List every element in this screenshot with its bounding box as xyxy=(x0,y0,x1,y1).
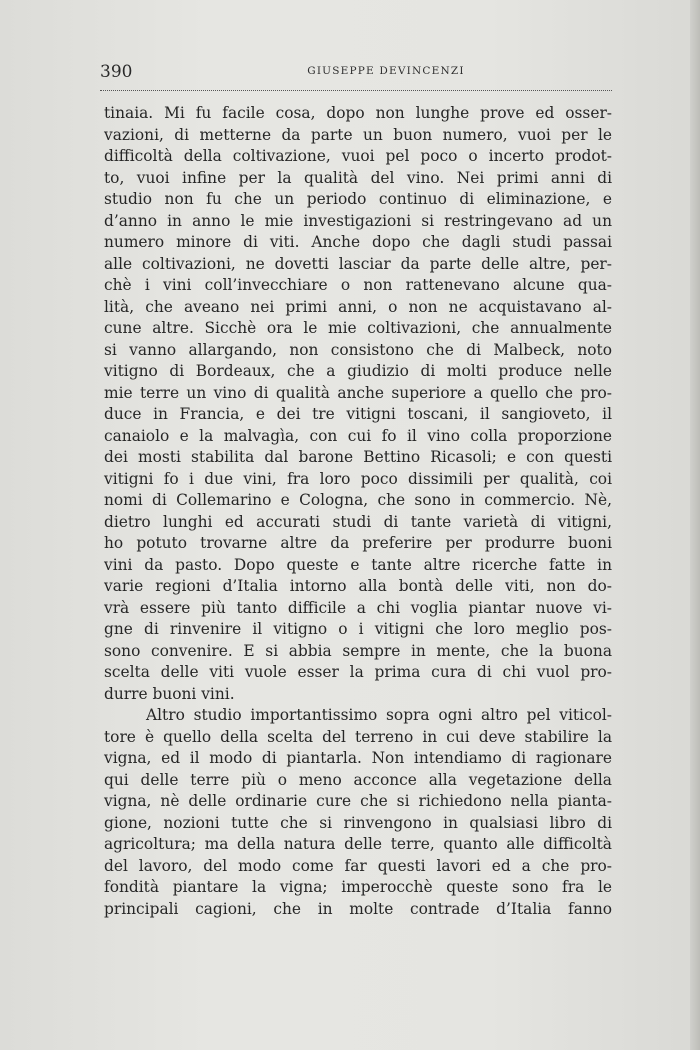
text-line: dietro lunghi ed accurati studi di tante varietà di vitigni, xyxy=(104,512,612,531)
text-line: vigna, nè delle ordinarie cure che si richiedono nella pianta- xyxy=(104,792,612,810)
text-line: tinaia. Mi fu facile cosa, dopo non lunghe prove ed osser- xyxy=(104,104,612,122)
text-line: duce in Francia, e dei tre vitigni toscani, il sangioveto, il xyxy=(104,405,612,423)
paragraph-end-line: durre buoni vini. xyxy=(104,684,235,703)
paragraph-first-line: Altro studio importantissimo sopra ogni altro pel viticol- xyxy=(146,706,612,724)
text-line: varie regioni d’Italia intorno alla bontà delle viti, non do- xyxy=(104,577,612,595)
text-line: ho potuto trovarne altre da preferire per produrre buoni xyxy=(104,534,612,552)
text-line: vitigni fo i due vini, fra loro poco dissimili per qualità, coi xyxy=(104,469,612,488)
text-line: vini da pasto. Dopo queste e tante altre ricerche fatte in xyxy=(104,555,612,574)
text-line: gne di rinvenire il vitigno o i vitigni che loro meglio pos- xyxy=(104,620,612,638)
text-line: difficoltà della coltivazione, vuoi pel poco o incerto prodot- xyxy=(104,147,612,165)
text-line: gione, nozioni tutte che si rinvengono in qualsiasi libro di xyxy=(104,813,612,832)
text-line: fondità piantare la vigna; imperocchè queste sono fra le xyxy=(104,878,612,896)
text-line: vrà essere più tanto difficile a chi voglia piantar nuove vi- xyxy=(104,598,612,617)
text-line: lità, che aveano nei primi anni, o non ne acquistavano al- xyxy=(104,297,612,316)
text-line: numero minore di viti. Anche dopo che dagli studi passai xyxy=(104,233,612,251)
text-line: nomi di Collemarino e Cologna, che sono in commercio. Nè, xyxy=(104,491,612,509)
running-head: GIUSEPPE DEVINCENZI xyxy=(307,65,465,77)
text-line: cune altre. Sicchè ora le mie coltivazioni, che annualmente xyxy=(104,319,612,337)
text-line: to, vuoi infine per la qualità del vino. Nei primi anni di xyxy=(104,168,612,187)
text-line: vazioni, di metterne da parte un buon numero, vuoi per le xyxy=(104,125,612,144)
text-line: tore è quello della scelta del terreno in cui deve stabilire la xyxy=(104,727,612,746)
text-line: del lavoro, del modo come far questi lavori ed a che pro- xyxy=(104,856,612,875)
text-line: scelta delle viti vuole esser la prima cura di chi vuol pro- xyxy=(104,663,612,681)
text-line: sono convenire. E si abbia sempre in mente, che la buona xyxy=(104,641,612,660)
text-line: studio non fu che un periodo continuo di eliminazione, e xyxy=(104,190,612,208)
page-edge xyxy=(690,0,700,1050)
text-line: alle coltivazioni, ne dovetti lasciar da parte delle altre, per- xyxy=(104,254,612,273)
text-line: d’anno in anno le mie investigazioni si restringevano ad un xyxy=(104,211,612,230)
body-text xyxy=(104,103,612,920)
text-line: mie terre un vino di qualità anche superiore a quello che pro- xyxy=(104,383,612,402)
text-line: vitigno di Bordeaux, che a giudizio di molti produce nelle xyxy=(104,362,612,380)
text-line: agricoltura; ma della natura delle terre, quanto alle difficoltà xyxy=(104,835,612,853)
text-line: canaiolo e la malvagìa, con cui fo il vino colla proporzione xyxy=(104,426,612,445)
text-line: chè i vini coll’invecchiare o non rattenevano alcune qua- xyxy=(104,276,612,294)
text-line: vigna, ed il modo di piantarla. Non intendiamo di ragionare xyxy=(104,749,612,767)
text-line: dei mosti stabilita dal barone Bettino Ricasoli; e con questi xyxy=(104,448,612,466)
page-header xyxy=(100,62,612,91)
text-line: principali cagioni, che in molte contrade d’Italia fanno xyxy=(104,899,612,918)
text-line: si vanno allargando, non consistono che di Malbeck, noto xyxy=(104,340,612,359)
page-number: 390 xyxy=(100,62,133,82)
text-line: qui delle terre più o meno acconce alla vegetazione della xyxy=(104,770,612,789)
